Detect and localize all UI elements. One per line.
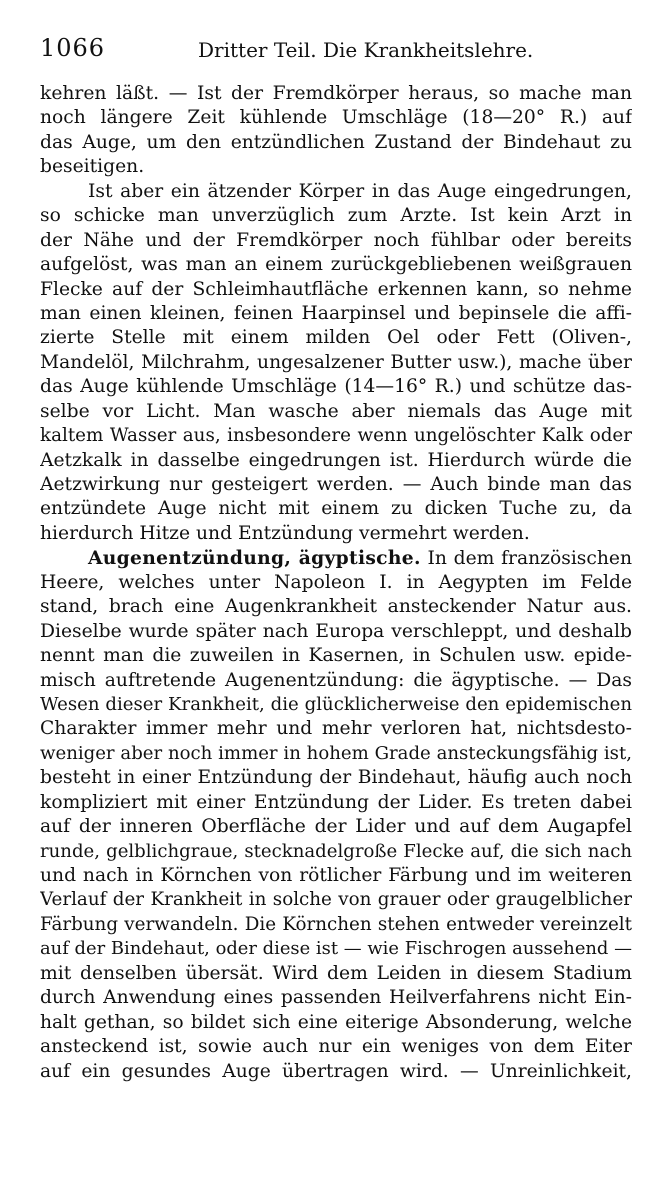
text-line: und nach in Körnchen von rötlicher Färbung und im weiteren xyxy=(40,865,632,886)
text-line: Verlauf der Krankheit in solche von grauer oder graugelblicher xyxy=(40,889,632,911)
text-line: Färbung verwandeln. Die Körnchen stehen entweder vereinzelt xyxy=(40,913,632,935)
text-line: der Nähe und der Fremdkörper noch fühlbar oder bereits xyxy=(40,229,632,251)
text-line: entzündete Auge nicht mit einem zu dicken Tuche zu, da xyxy=(40,498,632,520)
text-line: halt gethan, so bildet sich eine eiterige Absonderung, welche xyxy=(40,1011,632,1033)
text-line: stand, brach eine Augenkrankheit ansteckender Natur aus. xyxy=(40,596,632,618)
text-line: man einen kleinen, feinen Haarpinsel und bepinsele die affi- xyxy=(40,302,632,324)
text-line: durch Anwendung eines passenden Heilverfahrens nicht Ein- xyxy=(40,987,632,1009)
body-text xyxy=(40,82,632,1084)
text-line: Aetzkalk in dasselbe eingedrungen ist. Hierdurch würde die xyxy=(40,449,632,471)
text-line: hierdurch Hitze und Entzündung vermehrt werden. xyxy=(40,522,530,544)
text-line: auf der Bindehaut, oder diese ist — wie Fischrogen aussehend — xyxy=(40,938,632,960)
text-line: noch längere Zeit kühlende Umschläge (18—20° R.) auf xyxy=(40,107,632,129)
text-line: auf der inneren Oberfläche der Lider und auf dem Augapfel xyxy=(40,816,632,838)
text-line: Mandelöl, Milchrahm, ungesalzener Butter usw.), mache über xyxy=(40,351,632,373)
text-line: mit denselben übersät. Wird dem Leiden in diesem Stadium xyxy=(40,962,632,984)
text-line: auf ein gesundes Auge übertragen wird. — Unreinlichkeit, xyxy=(40,1060,632,1082)
text-line: das Auge, um den entzündlichen Zustand der Bindehaut zu xyxy=(40,131,632,153)
text-line: Heere, welches unter Napoleon I. in Aegypten im Felde xyxy=(40,571,632,593)
text-line: selbe vor Licht. Man wasche aber niemals das Auge mit xyxy=(40,400,632,422)
text-line: misch auftretende Augenentzündung: die ägyptische. — Das xyxy=(40,669,632,691)
text-line: Charakter immer mehr und mehr verloren hat, nichtsdesto- xyxy=(40,718,632,740)
text-line: Aetzwirkung nur gesteigert werden. — Auch binde man das xyxy=(40,474,632,495)
heading-line xyxy=(40,546,632,570)
text-line: Wesen dieser Krankheit, die glücklicherweise den epidemischen xyxy=(40,693,632,715)
text-line: nennt man die zuweilen in Kasernen, in Schulen usw. epide- xyxy=(40,645,632,667)
text-line: so schicke man unverzüglich zum Arzte. Ist kein Arzt in xyxy=(40,205,632,227)
text-line: ansteckend ist, sowie auch nur ein weniges von dem Eiter xyxy=(40,1036,632,1058)
text-line: Ist aber ein ätzender Körper in das Auge eingedrungen, xyxy=(88,180,632,202)
page-number: 1066 xyxy=(40,34,106,62)
text-line: Flecke auf der Schleimhautfläche erkennen kann, so nehme xyxy=(40,278,632,300)
text-line: runde, gelblichgraue, stecknadelgroße Flecke auf, die sich nach xyxy=(40,840,632,862)
text-line: kaltem Wasser aus, insbesondere wenn ungelöschter Kalk oder xyxy=(40,425,632,447)
running-title: Dritter Teil. Die Krankheitslehre. xyxy=(198,38,534,62)
text-line: beseitigen. xyxy=(40,156,145,178)
text-line: aufgelöst, was man an einem zurückgebliebenen weißgrauen xyxy=(40,254,632,276)
section-heading: Augenentzündung, ägyptische. xyxy=(88,547,421,570)
text-line: besteht in einer Entzündung der Bindehaut, häufig auch noch xyxy=(40,767,632,789)
text-line: das Auge kühlende Umschläge (14—16° R.) und schütze das- xyxy=(40,376,632,398)
page-header xyxy=(40,34,632,68)
text-line: weniger aber noch immer in hohem Grade ansteckungsfähig ist, xyxy=(40,742,632,764)
text-line: Dieselbe wurde später nach Europa verschleppt, und deshalb xyxy=(40,620,632,642)
text-line: kehren läßt. — Ist der Fremdkörper heraus, so mache man xyxy=(40,83,632,104)
text-run: In dem französischen xyxy=(427,548,632,570)
text-line: zierte Stelle mit einem milden Oel oder Fett (Oliven-, xyxy=(40,327,632,349)
text-line: kompliziert mit einer Entzündung der Lider. Es treten dabei xyxy=(40,791,632,813)
